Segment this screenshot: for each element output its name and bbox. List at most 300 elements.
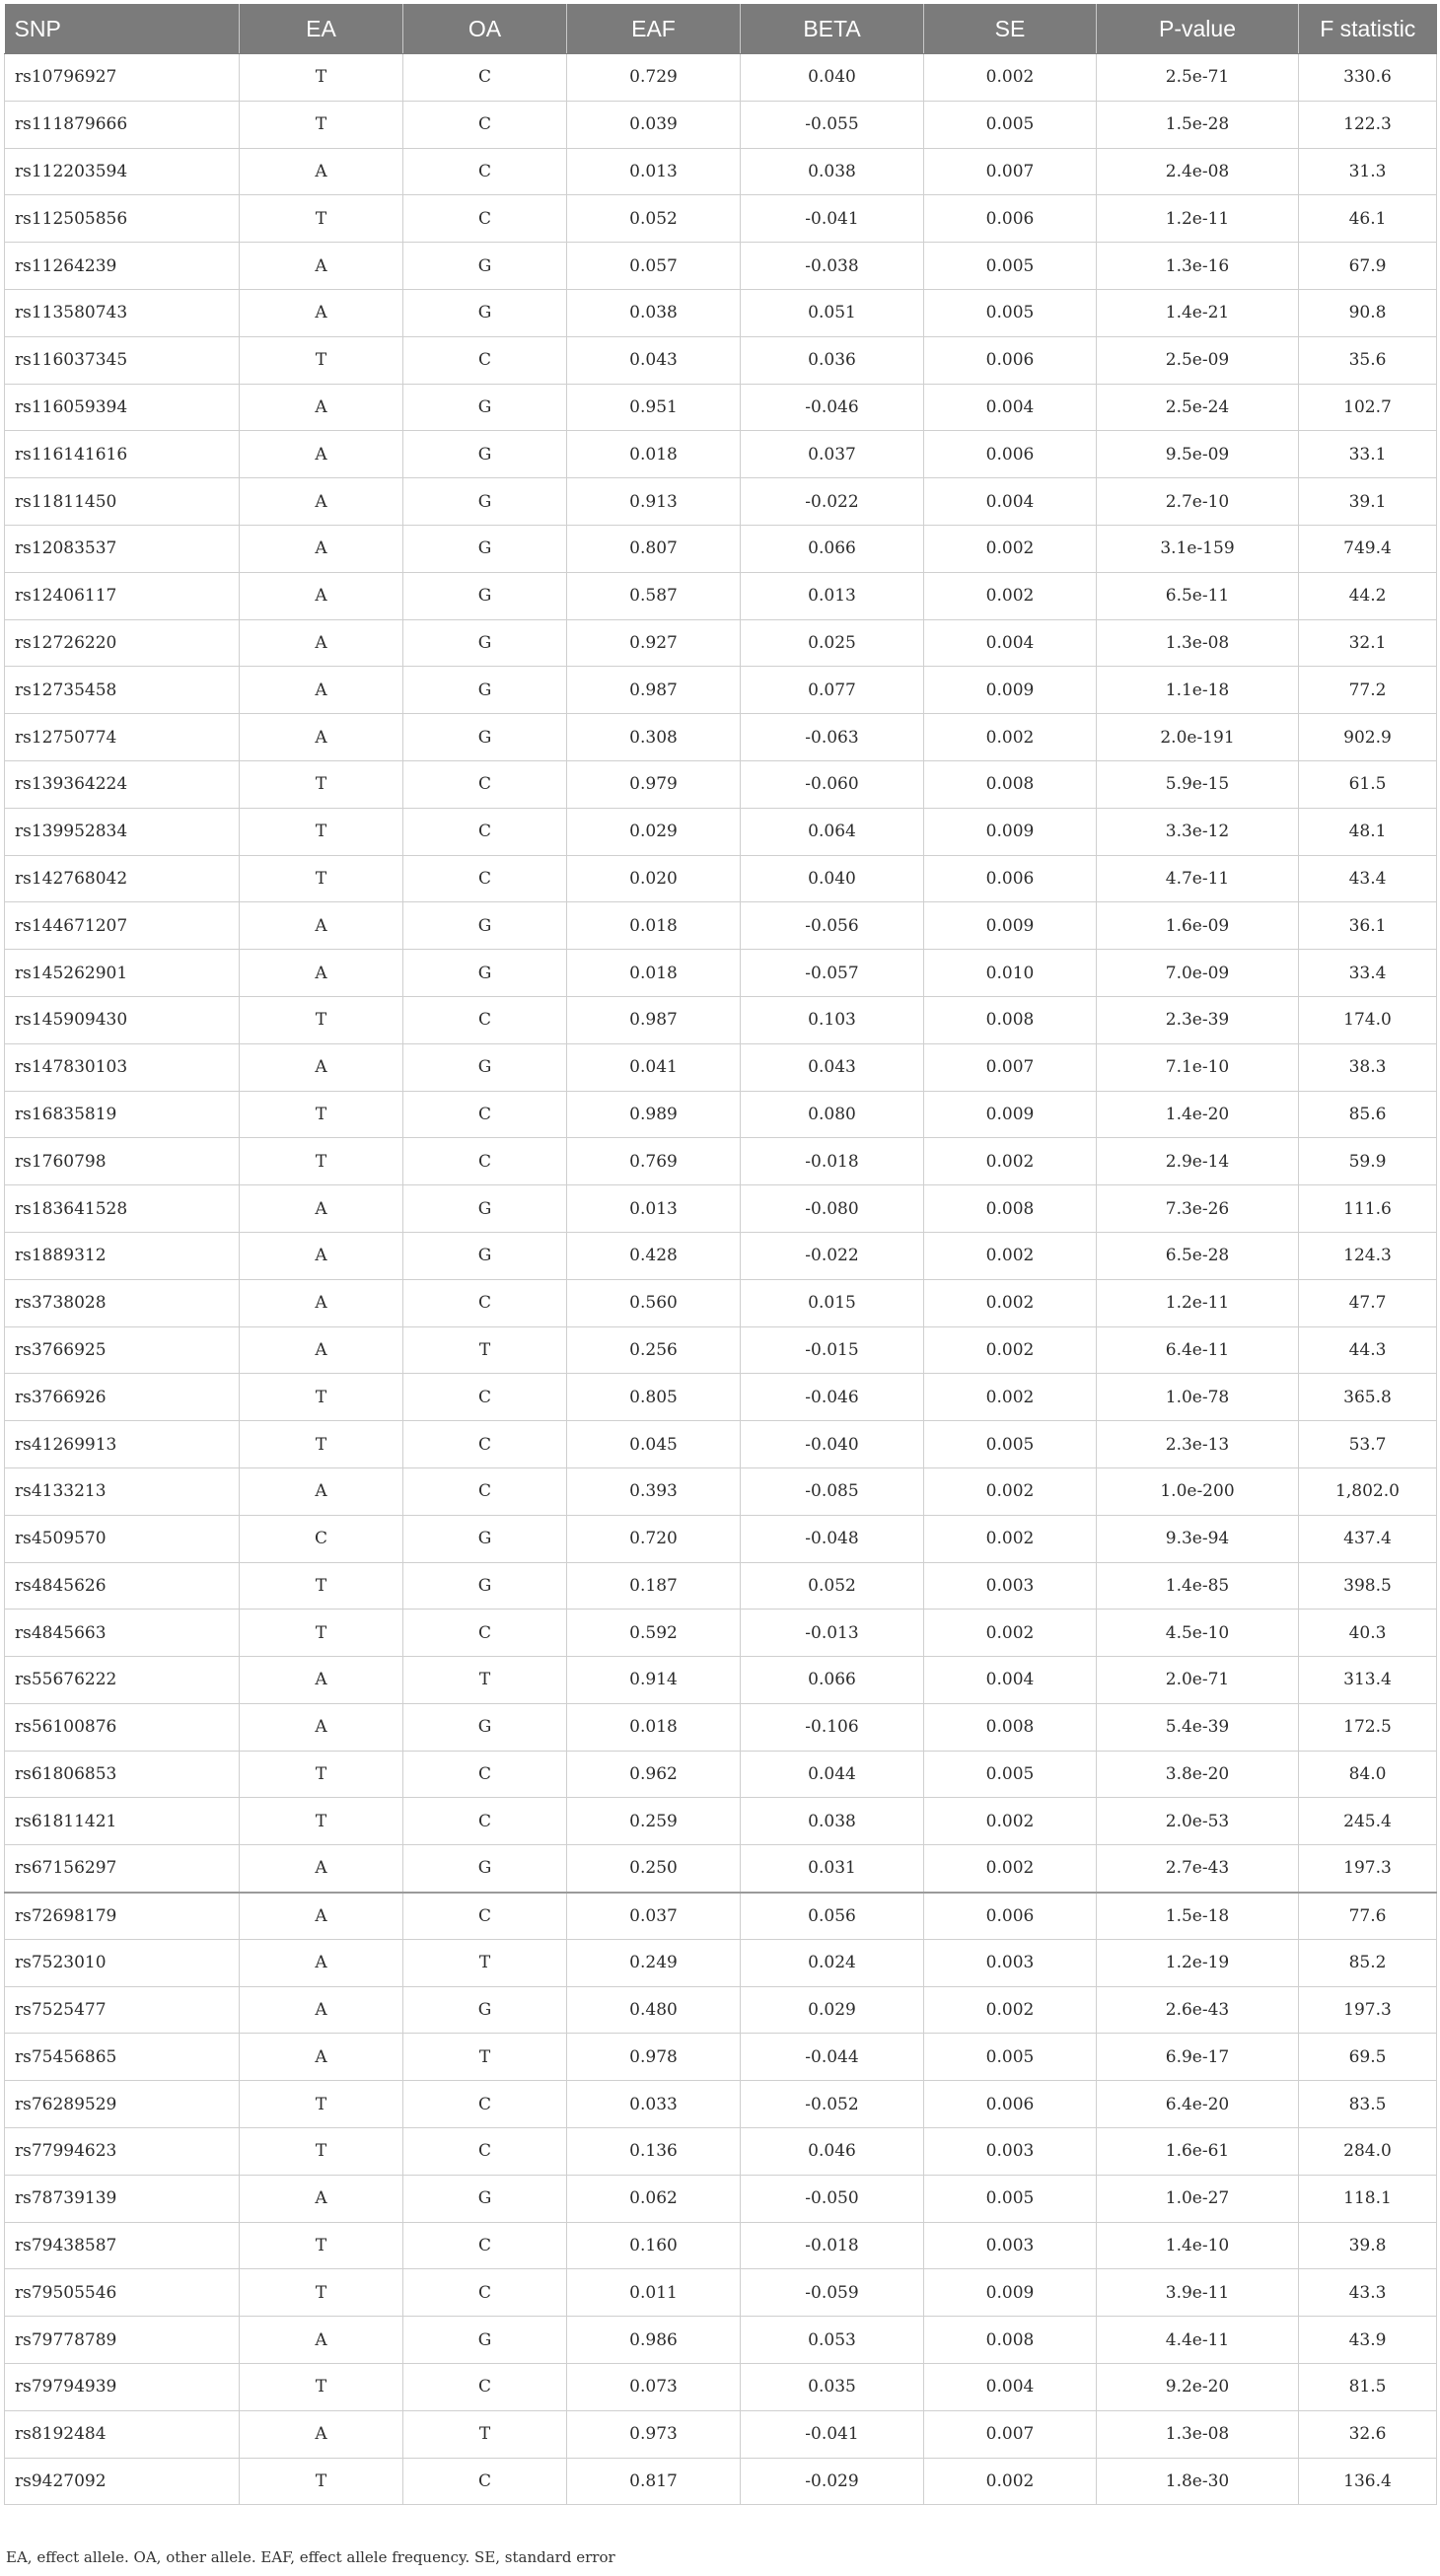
cell-oa: C [403, 195, 567, 243]
cell-oa: G [403, 950, 567, 997]
cell-f-statistic: 32.6 [1299, 2410, 1437, 2458]
cell-f-statistic: 124.3 [1299, 1232, 1437, 1279]
cell-p-value: 1.3e-16 [1097, 243, 1299, 290]
cell-ea: A [240, 2317, 403, 2364]
cell-ea: T [240, 1798, 403, 1845]
cell-snp: rs3766925 [5, 1326, 240, 1374]
snp-table [4, 4, 1437, 2505]
cell-ea: A [240, 950, 403, 997]
cell-se: 0.006 [924, 1893, 1097, 1940]
cell-oa: G [403, 667, 567, 714]
cell-beta: -0.085 [741, 1467, 924, 1515]
cell-beta: 0.044 [741, 1751, 924, 1798]
cell-snp: rs72698179 [5, 1893, 240, 1940]
table-row [5, 1657, 1437, 1704]
cell-se: 0.005 [924, 1751, 1097, 1798]
cell-p-value: 7.3e-26 [1097, 1185, 1299, 1233]
cell-p-value: 3.3e-12 [1097, 808, 1299, 855]
cell-f-statistic: 284.0 [1299, 2128, 1437, 2176]
cell-p-value: 6.9e-17 [1097, 2034, 1299, 2081]
table-row [5, 1326, 1437, 1374]
table-row [5, 148, 1437, 195]
cell-f-statistic: 245.4 [1299, 1798, 1437, 1845]
cell-se: 0.004 [924, 619, 1097, 667]
cell-eaf: 0.987 [567, 667, 741, 714]
cell-beta: -0.046 [741, 1374, 924, 1421]
cell-ea: T [240, 2128, 403, 2176]
cell-eaf: 0.020 [567, 855, 741, 902]
cell-ea: A [240, 2034, 403, 2081]
cell-ea: T [240, 101, 403, 148]
cell-eaf: 0.073 [567, 2364, 741, 2411]
cell-oa: C [403, 1893, 567, 1940]
table-row [5, 760, 1437, 808]
cell-ea: T [240, 1091, 403, 1138]
header-row [5, 4, 1437, 54]
cell-oa: T [403, 1939, 567, 1986]
cell-se: 0.007 [924, 148, 1097, 195]
cell-ea: A [240, 2410, 403, 2458]
cell-snp: rs147830103 [5, 1043, 240, 1091]
cell-snp: rs79778789 [5, 2317, 240, 2364]
cell-f-statistic: 39.1 [1299, 478, 1437, 526]
cell-snp: rs113580743 [5, 289, 240, 336]
table-row [5, 1467, 1437, 1515]
table-header [5, 4, 1437, 54]
cell-oa: G [403, 1185, 567, 1233]
cell-oa: T [403, 1657, 567, 1704]
cell-ea: A [240, 2175, 403, 2222]
cell-p-value: 1.3e-08 [1097, 2410, 1299, 2458]
cell-ea: T [240, 1138, 403, 1185]
cell-eaf: 0.927 [567, 619, 741, 667]
cell-oa: C [403, 1374, 567, 1421]
cell-oa: G [403, 243, 567, 290]
cell-beta: 0.025 [741, 619, 924, 667]
cell-oa: C [403, 1610, 567, 1657]
cell-p-value: 2.4e-08 [1097, 148, 1299, 195]
table-row [5, 2034, 1437, 2081]
cell-oa: C [403, 101, 567, 148]
cell-ea: A [240, 478, 403, 526]
table-row [5, 54, 1437, 102]
cell-p-value: 3.9e-11 [1097, 2269, 1299, 2317]
cell-eaf: 0.037 [567, 1893, 741, 1940]
cell-ea: A [240, 667, 403, 714]
cell-beta: 0.053 [741, 2317, 924, 2364]
cell-snp: rs12406117 [5, 572, 240, 619]
cell-beta: -0.050 [741, 2175, 924, 2222]
cell-ea: A [240, 1703, 403, 1751]
cell-eaf: 0.720 [567, 1515, 741, 1562]
cell-ea: T [240, 2081, 403, 2128]
cell-p-value: 4.4e-11 [1097, 2317, 1299, 2364]
cell-oa: C [403, 54, 567, 102]
cell-snp: rs7525477 [5, 1986, 240, 2034]
cell-snp: rs61806853 [5, 1751, 240, 1798]
cell-se: 0.005 [924, 289, 1097, 336]
cell-f-statistic: 85.2 [1299, 1939, 1437, 1986]
cell-beta: 0.029 [741, 1986, 924, 2034]
cell-ea: A [240, 431, 403, 478]
cell-eaf: 0.038 [567, 289, 741, 336]
cell-p-value: 3.1e-159 [1097, 525, 1299, 572]
cell-p-value: 1.0e-78 [1097, 1374, 1299, 1421]
cell-snp: rs145909430 [5, 996, 240, 1043]
cell-f-statistic: 197.3 [1299, 1845, 1437, 1893]
cell-beta: 0.037 [741, 431, 924, 478]
cell-se: 0.002 [924, 1798, 1097, 1845]
table-row [5, 2410, 1437, 2458]
cell-se: 0.005 [924, 2175, 1097, 2222]
cell-eaf: 0.393 [567, 1467, 741, 1515]
cell-p-value: 1.0e-200 [1097, 1467, 1299, 1515]
cell-f-statistic: 365.8 [1299, 1374, 1437, 1421]
cell-oa: G [403, 1562, 567, 1610]
cell-eaf: 0.039 [567, 101, 741, 148]
cell-snp: rs12735458 [5, 667, 240, 714]
table-row [5, 619, 1437, 667]
cell-beta: -0.029 [741, 2458, 924, 2505]
cell-ea: T [240, 2269, 403, 2317]
cell-se: 0.009 [924, 667, 1097, 714]
cell-p-value: 5.4e-39 [1097, 1703, 1299, 1751]
cell-se: 0.008 [924, 2317, 1097, 2364]
cell-snp: rs1889312 [5, 1232, 240, 1279]
cell-se: 0.010 [924, 950, 1097, 997]
cell-oa: T [403, 2410, 567, 2458]
cell-snp: rs111879666 [5, 101, 240, 148]
cell-f-statistic: 174.0 [1299, 996, 1437, 1043]
cell-f-statistic: 122.3 [1299, 101, 1437, 148]
table-row [5, 808, 1437, 855]
cell-eaf: 0.041 [567, 1043, 741, 1091]
cell-snp: rs12726220 [5, 619, 240, 667]
cell-se: 0.002 [924, 2458, 1097, 2505]
cell-eaf: 0.045 [567, 1421, 741, 1468]
cell-eaf: 0.160 [567, 2222, 741, 2269]
cell-snp: rs55676222 [5, 1657, 240, 1704]
table-row [5, 1986, 1437, 2034]
cell-snp: rs139952834 [5, 808, 240, 855]
cell-eaf: 0.250 [567, 1845, 741, 1893]
table-row [5, 384, 1437, 431]
cell-eaf: 0.136 [567, 2128, 741, 2176]
table-row [5, 714, 1437, 761]
cell-snp: rs4509570 [5, 1515, 240, 1562]
cell-p-value: 2.5e-71 [1097, 54, 1299, 102]
cell-p-value: 1.6e-09 [1097, 902, 1299, 950]
cell-f-statistic: 53.7 [1299, 1421, 1437, 1468]
cell-eaf: 0.259 [567, 1798, 741, 1845]
cell-ea: A [240, 572, 403, 619]
cell-oa: C [403, 2128, 567, 2176]
cell-p-value: 4.7e-11 [1097, 855, 1299, 902]
cell-oa: G [403, 289, 567, 336]
cell-beta: 0.052 [741, 1562, 924, 1610]
cell-p-value: 2.3e-39 [1097, 996, 1299, 1043]
cell-f-statistic: 90.8 [1299, 289, 1437, 336]
cell-snp: rs67156297 [5, 1845, 240, 1893]
cell-p-value: 2.0e-53 [1097, 1798, 1299, 1845]
table-row [5, 2081, 1437, 2128]
cell-se: 0.006 [924, 855, 1097, 902]
cell-beta: -0.057 [741, 950, 924, 997]
cell-ea: A [240, 243, 403, 290]
cell-f-statistic: 118.1 [1299, 2175, 1437, 2222]
cell-ea: A [240, 1845, 403, 1893]
cell-snp: rs79438587 [5, 2222, 240, 2269]
table-row [5, 902, 1437, 950]
table-row [5, 336, 1437, 384]
table-row [5, 1798, 1437, 1845]
cell-ea: T [240, 1751, 403, 1798]
cell-eaf: 0.914 [567, 1657, 741, 1704]
table-row [5, 1703, 1437, 1751]
cell-ea: A [240, 1939, 403, 1986]
cell-snp: rs145262901 [5, 950, 240, 997]
header-eaf: EAF [567, 4, 741, 54]
cell-ea: T [240, 336, 403, 384]
cell-oa: G [403, 572, 567, 619]
cell-p-value: 2.0e-71 [1097, 1657, 1299, 1704]
cell-snp: rs12750774 [5, 714, 240, 761]
cell-snp: rs11811450 [5, 478, 240, 526]
snp-table-container [4, 4, 1436, 2505]
table-row [5, 478, 1437, 526]
cell-ea: A [240, 1467, 403, 1515]
cell-oa: C [403, 1751, 567, 1798]
cell-f-statistic: 33.1 [1299, 431, 1437, 478]
table-row [5, 572, 1437, 619]
table-row [5, 1185, 1437, 1233]
cell-ea: A [240, 1893, 403, 1940]
cell-se: 0.002 [924, 1986, 1097, 2034]
table-row [5, 243, 1437, 290]
table-row [5, 950, 1437, 997]
cell-oa: C [403, 808, 567, 855]
cell-beta: -0.022 [741, 1232, 924, 1279]
cell-se: 0.006 [924, 431, 1097, 478]
cell-se: 0.002 [924, 714, 1097, 761]
table-row [5, 2175, 1437, 2222]
cell-snp: rs9427092 [5, 2458, 240, 2505]
cell-f-statistic: 172.5 [1299, 1703, 1437, 1751]
cell-snp: rs11264239 [5, 243, 240, 290]
cell-ea: A [240, 1185, 403, 1233]
cell-ea: T [240, 1374, 403, 1421]
cell-ea: T [240, 54, 403, 102]
cell-se: 0.002 [924, 525, 1097, 572]
cell-f-statistic: 39.8 [1299, 2222, 1437, 2269]
cell-eaf: 0.011 [567, 2269, 741, 2317]
cell-se: 0.009 [924, 808, 1097, 855]
cell-ea: T [240, 1562, 403, 1610]
cell-beta: 0.056 [741, 1893, 924, 1940]
table-row [5, 289, 1437, 336]
cell-beta: -0.041 [741, 195, 924, 243]
cell-se: 0.008 [924, 1185, 1097, 1233]
cell-p-value: 2.5e-09 [1097, 336, 1299, 384]
cell-f-statistic: 44.3 [1299, 1326, 1437, 1374]
cell-se: 0.005 [924, 2034, 1097, 2081]
cell-oa: C [403, 1798, 567, 1845]
cell-beta: 0.013 [741, 572, 924, 619]
cell-oa: C [403, 2081, 567, 2128]
table-row [5, 431, 1437, 478]
table-row [5, 996, 1437, 1043]
cell-snp: rs79794939 [5, 2364, 240, 2411]
cell-se: 0.002 [924, 1232, 1097, 1279]
cell-f-statistic: 749.4 [1299, 525, 1437, 572]
cell-beta: 0.046 [741, 2128, 924, 2176]
cell-p-value: 9.5e-09 [1097, 431, 1299, 478]
cell-se: 0.003 [924, 1562, 1097, 1610]
cell-eaf: 0.043 [567, 336, 741, 384]
cell-p-value: 1.4e-21 [1097, 289, 1299, 336]
cell-beta: -0.018 [741, 2222, 924, 2269]
cell-oa: G [403, 2175, 567, 2222]
cell-eaf: 0.029 [567, 808, 741, 855]
cell-oa: G [403, 1232, 567, 1279]
cell-se: 0.005 [924, 1421, 1097, 1468]
cell-oa: T [403, 2034, 567, 2081]
cell-eaf: 0.057 [567, 243, 741, 290]
cell-beta: 0.077 [741, 667, 924, 714]
cell-snp: rs3766926 [5, 1374, 240, 1421]
cell-p-value: 1.2e-19 [1097, 1939, 1299, 1986]
table-row [5, 1939, 1437, 1986]
cell-snp: rs79505546 [5, 2269, 240, 2317]
table-row [5, 667, 1437, 714]
cell-se: 0.002 [924, 1515, 1097, 1562]
cell-f-statistic: 46.1 [1299, 195, 1437, 243]
cell-ea: A [240, 1279, 403, 1326]
cell-beta: 0.038 [741, 148, 924, 195]
cell-se: 0.008 [924, 1703, 1097, 1751]
cell-p-value: 6.5e-11 [1097, 572, 1299, 619]
cell-p-value: 1.0e-27 [1097, 2175, 1299, 2222]
cell-eaf: 0.769 [567, 1138, 741, 1185]
cell-ea: T [240, 2458, 403, 2505]
table-row [5, 2128, 1437, 2176]
cell-eaf: 0.018 [567, 950, 741, 997]
cell-eaf: 0.986 [567, 2317, 741, 2364]
cell-eaf: 0.729 [567, 54, 741, 102]
cell-oa: C [403, 996, 567, 1043]
cell-f-statistic: 36.1 [1299, 902, 1437, 950]
cell-oa: C [403, 1467, 567, 1515]
cell-beta: 0.015 [741, 1279, 924, 1326]
cell-oa: T [403, 1326, 567, 1374]
cell-f-statistic: 69.5 [1299, 2034, 1437, 2081]
cell-f-statistic: 32.1 [1299, 619, 1437, 667]
table-row [5, 1374, 1437, 1421]
header-snp: SNP [5, 4, 240, 54]
cell-oa: G [403, 1703, 567, 1751]
cell-beta: -0.040 [741, 1421, 924, 1468]
cell-p-value: 1.2e-11 [1097, 195, 1299, 243]
header-f-statistic: F statistic [1299, 4, 1437, 54]
cell-ea: T [240, 195, 403, 243]
table-row [5, 2317, 1437, 2364]
cell-eaf: 0.587 [567, 572, 741, 619]
cell-beta: 0.064 [741, 808, 924, 855]
table-row [5, 195, 1437, 243]
cell-ea: A [240, 902, 403, 950]
table-row [5, 1893, 1437, 1940]
cell-oa: G [403, 1986, 567, 2034]
cell-f-statistic: 48.1 [1299, 808, 1437, 855]
cell-beta: 0.051 [741, 289, 924, 336]
cell-f-statistic: 77.6 [1299, 1893, 1437, 1940]
cell-se: 0.003 [924, 2128, 1097, 2176]
cell-snp: rs112203594 [5, 148, 240, 195]
cell-p-value: 1.4e-10 [1097, 2222, 1299, 2269]
cell-oa: C [403, 148, 567, 195]
cell-se: 0.002 [924, 1610, 1097, 1657]
cell-beta: 0.038 [741, 1798, 924, 1845]
cell-eaf: 0.817 [567, 2458, 741, 2505]
cell-eaf: 0.560 [567, 1279, 741, 1326]
cell-p-value: 1.5e-18 [1097, 1893, 1299, 1940]
cell-oa: G [403, 1515, 567, 1562]
cell-eaf: 0.951 [567, 384, 741, 431]
cell-se: 0.003 [924, 1939, 1097, 1986]
cell-beta: 0.036 [741, 336, 924, 384]
cell-ea: A [240, 1986, 403, 2034]
cell-p-value: 2.7e-43 [1097, 1845, 1299, 1893]
cell-p-value: 3.8e-20 [1097, 1751, 1299, 1798]
cell-beta: 0.066 [741, 1657, 924, 1704]
cell-oa: C [403, 1421, 567, 1468]
cell-eaf: 0.018 [567, 431, 741, 478]
cell-f-statistic: 313.4 [1299, 1657, 1437, 1704]
cell-oa: G [403, 1043, 567, 1091]
cell-f-statistic: 1,802.0 [1299, 1467, 1437, 1515]
cell-ea: C [240, 1515, 403, 1562]
table-row [5, 1043, 1437, 1091]
cell-p-value: 9.2e-20 [1097, 2364, 1299, 2411]
cell-beta: -0.038 [741, 243, 924, 290]
cell-f-statistic: 67.9 [1299, 243, 1437, 290]
cell-se: 0.003 [924, 2222, 1097, 2269]
cell-se: 0.006 [924, 2081, 1097, 2128]
cell-snp: rs75456865 [5, 2034, 240, 2081]
cell-oa: C [403, 336, 567, 384]
cell-f-statistic: 85.6 [1299, 1091, 1437, 1138]
cell-beta: -0.080 [741, 1185, 924, 1233]
cell-se: 0.002 [924, 54, 1097, 102]
cell-ea: A [240, 148, 403, 195]
cell-se: 0.004 [924, 478, 1097, 526]
table-row [5, 1232, 1437, 1279]
cell-p-value: 7.1e-10 [1097, 1043, 1299, 1091]
cell-beta: 0.035 [741, 2364, 924, 2411]
cell-eaf: 0.428 [567, 1232, 741, 1279]
cell-p-value: 2.9e-14 [1097, 1138, 1299, 1185]
cell-snp: rs76289529 [5, 2081, 240, 2128]
cell-eaf: 0.480 [567, 1986, 741, 2034]
cell-f-statistic: 43.4 [1299, 855, 1437, 902]
cell-se: 0.009 [924, 902, 1097, 950]
cell-eaf: 0.013 [567, 148, 741, 195]
cell-beta: -0.048 [741, 1515, 924, 1562]
table-row [5, 1279, 1437, 1326]
cell-se: 0.009 [924, 2269, 1097, 2317]
cell-f-statistic: 33.4 [1299, 950, 1437, 997]
cell-f-statistic: 47.7 [1299, 1279, 1437, 1326]
